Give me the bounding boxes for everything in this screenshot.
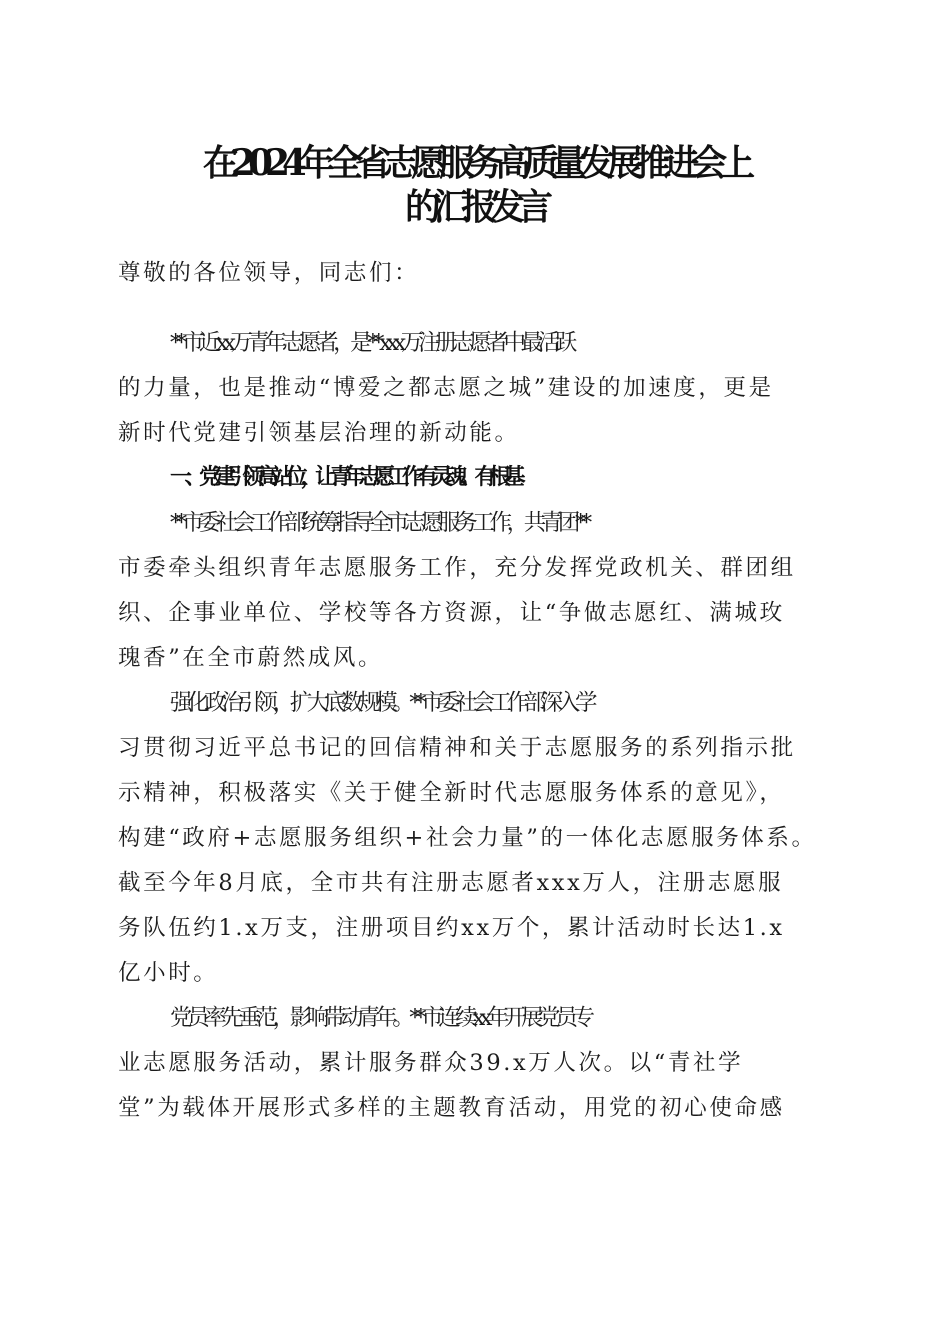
para-1-line-4: 瑰香”在全市蔚然成风。 <box>118 645 384 671</box>
para-3-line-1: 党员率先垂范，影响带动青年。**市连续xx年开展党员专 <box>170 1005 590 1031</box>
para-3-line-2: 业志愿服务活动，累计服务群众39.x万人次。以“青社学 <box>118 1050 744 1076</box>
para-2-line-6: 务队伍约1.x万支，注册项目约xx万个，累计活动时长达1.x <box>118 915 785 941</box>
para-2-line-3: 示精神，积极落实《关于健全新时代志愿服务体系的意见》， <box>118 780 785 806</box>
intro-line-2: 的力量，也是推动“博爱之都志愿之城”建设的加速度，更是 <box>118 375 774 401</box>
para-1-line-1: **市委社会工作部统筹指导全市志愿服务工作，共青团** <box>170 510 587 536</box>
para-2-line-5: 截至今年8月底，全市共有注册志愿者xxx万人，注册志愿服 <box>118 870 784 896</box>
para-2-line-7: 亿小时。 <box>118 960 219 986</box>
para-1-line-3: 织、企事业单位、学校等各方资源，让“争做志愿红、满城玫 <box>118 600 785 626</box>
para-2-line-1: 强化政治引领，扩大底数规模。**市委社会工作部深入学 <box>170 690 593 716</box>
para-1-line-2: 市委牵头组织青年志愿服务工作，充分发挥党政机关、群团组 <box>118 555 796 581</box>
document-title-line-1: 在2024年全省志愿服务高质量发展推进会上 <box>202 142 748 184</box>
salutation: 尊敬的各位领导，同志们： <box>118 260 420 286</box>
section-1-heading: 一、党建引领高站位，让青年志愿工作有灵魂、有根基 <box>170 465 519 490</box>
para-2-line-2: 习贯彻习近平总书记的回信精神和关于志愿服务的系列指示批 <box>118 735 796 761</box>
intro-line-1: **市近xx万青年志愿者，是**xxx万注册志愿者中最活跃 <box>170 330 572 356</box>
para-3-line-3: 堂”为载体开展形式多样的主题教育活动，用党的初心使命感 <box>118 1095 785 1121</box>
para-2-line-4: 构建“政府+志愿服务组织+社会力量”的一体化志愿服务体系。 <box>118 825 817 851</box>
intro-line-3: 新时代党建引领基层治理的新动能。 <box>118 420 520 446</box>
document-title-line-2: 的汇报发言 <box>404 186 545 228</box>
